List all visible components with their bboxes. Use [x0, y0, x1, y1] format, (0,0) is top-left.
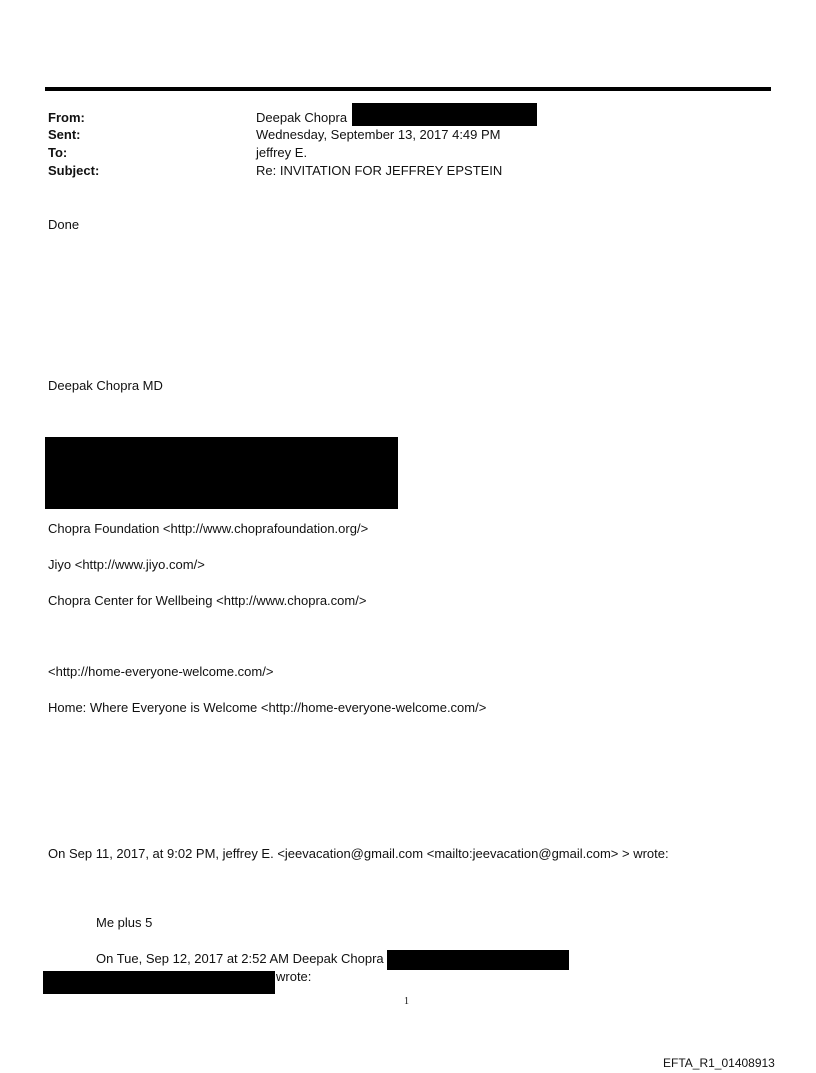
quoted-reply: Me plus 5: [96, 915, 153, 930]
redaction-box: [43, 971, 275, 994]
to-label: To:: [48, 145, 68, 160]
link-chopra-foundation[interactable]: Chopra Foundation <http://www.choprafoundation.org/>: [48, 521, 369, 536]
sent-value: Wednesday, September 13, 2017 4:49 PM: [256, 127, 501, 142]
to-value: jeffrey E.: [256, 145, 308, 160]
link-chopra-center[interactable]: Chopra Center for Wellbeing <http://www.chopra.com/>: [48, 593, 367, 608]
page-number: 1: [404, 996, 409, 1007]
nested-quote-intro: On Tue, Sep 12, 2017 at 2:52 AM Deepak Chopra: [96, 951, 384, 966]
signature-name: Deepak Chopra MD: [48, 378, 163, 393]
redaction-box: [387, 950, 569, 970]
nested-quote-wrote: wrote:: [276, 969, 312, 984]
subject-label: Subject:: [48, 163, 100, 178]
link-home-url[interactable]: <http://home-everyone-welcome.com/>: [48, 664, 274, 679]
redaction-box: [352, 103, 537, 126]
from-label: From:: [48, 110, 85, 125]
link-jiyo[interactable]: Jiyo <http://www.jiyo.com/>: [48, 557, 205, 572]
link-home-welcome[interactable]: Home: Where Everyone is Welcome <http://home-everyone-welcome.com/>: [48, 700, 487, 715]
quote-intro: On Sep 11, 2017, at 9:02 PM, jeffrey E. <jeevacation@gmail.com <mailto:jeevacation@gmail.com> > wrote:: [48, 846, 669, 861]
from-value: Deepak Chopra: [256, 110, 348, 125]
subject-value: Re: INVITATION FOR JEFFREY EPSTEIN: [256, 163, 503, 178]
header-rule: [45, 87, 771, 91]
sent-label: Sent:: [48, 127, 81, 142]
reply-text: Done: [48, 217, 80, 232]
redaction-box: [45, 437, 398, 509]
document-id: EFTA_R1_01408913: [663, 1056, 775, 1070]
